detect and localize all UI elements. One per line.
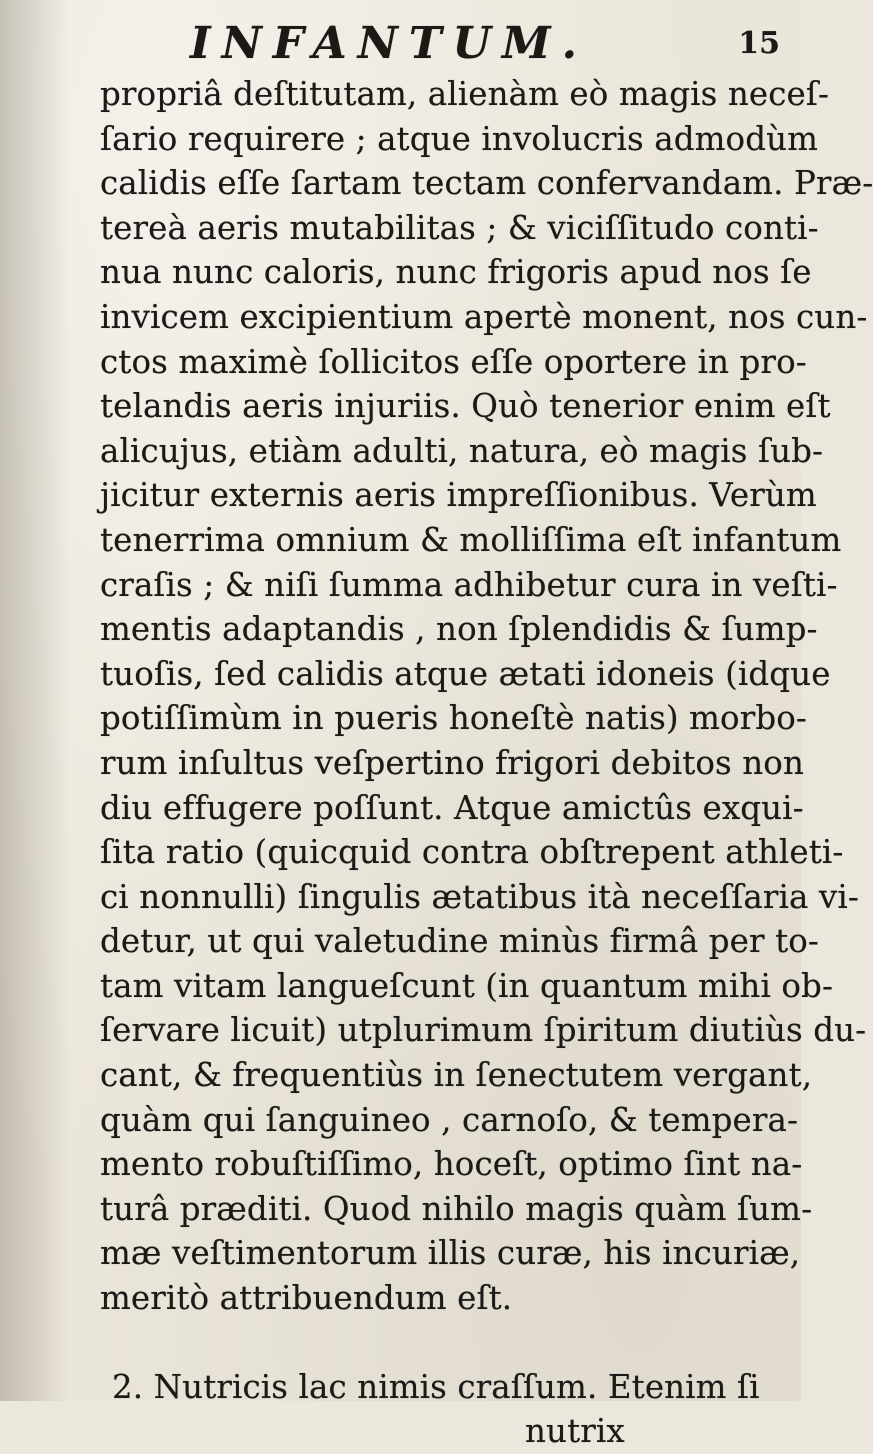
text-line: mæ veſtimentorum illis curæ, his incuriæ, <box>100 1234 801 1273</box>
text-line: tam vitam langueſcunt (in quantum mihi ob- <box>100 966 834 1005</box>
text-line: invicem excipientium apertè monent, nos cun- <box>100 297 868 336</box>
text-line: quàm qui ſanguineo , carnoſo, & tempera- <box>100 1100 799 1139</box>
text-line: ctos maximè ſollicitos eſſe oportere in pro- <box>100 342 807 381</box>
text-line: tuoſis, ſed calidis atque ætati idoneis (idque <box>100 654 831 693</box>
text-line: ci nonnulli) ſingulis ætatibus ità neceſſaria vi- <box>100 877 859 916</box>
text-line: nua nunc caloris, nunc frigoris apud nos ſe <box>100 253 812 292</box>
text-line: tereà aeris mutabilitas ; & viciſſitudo conti- <box>100 208 819 247</box>
text-line: mentis adaptandis , non ſplendidis & ſump- <box>100 610 818 649</box>
main-text <box>100 72 873 1454</box>
paragraph-gap <box>100 1321 780 1365</box>
text-line: turâ præditi. Quod nihilo magis quàm ſum- <box>100 1189 813 1228</box>
text-line: potiſſimùm in pueris honeſtè natis) morbo- <box>100 699 807 738</box>
text-line: alicujus, etiàm adulti, natura, eò magis ſub- <box>100 431 824 470</box>
text-line: craſis ; & niſi ſumma adhibetur cura in veſti- <box>100 565 838 604</box>
text-line: diu effugere poſſunt. Atque amictûs exqui- <box>100 788 804 827</box>
text-line: rum inſultus veſpertino frigori debitos non <box>100 743 804 782</box>
text-line: telandis aeris injuriis. Quò tenerior enim eſt <box>100 387 831 426</box>
page-number: 15 <box>738 26 780 61</box>
text-line: tenerrima omnium & molliſſima eſt infantum <box>100 520 842 559</box>
text-line: cant, & frequentiùs in ſenectutem vergant, <box>100 1056 813 1095</box>
running-title: INFANTUM. <box>190 18 588 69</box>
text-line: ſario requirere ; atque involucris admodùm <box>100 119 819 158</box>
text-line: mento robuſtiſſimo, hoceſt, optimo ſint na- <box>100 1145 803 1184</box>
text-line: meritò attribuendum eſt. <box>100 1279 513 1318</box>
text-line: ſita ratio (quicquid contra obſtrepent athleti- <box>100 833 844 872</box>
text-line: calidis eſſe ſartam tectam confervandam. Præ- <box>100 164 873 203</box>
section-heading-line: 2. Nutricis lac nimis craſſum. Etenim ſi <box>112 1367 760 1406</box>
text-line: detur, ut qui valetudine minùs firmâ per to- <box>100 922 819 961</box>
page-header <box>190 18 780 78</box>
spine-shadow <box>0 0 70 1401</box>
text-line: ſervare licuit) utplurimum ſpiritum diutiùs du- <box>100 1011 867 1050</box>
text-line: propriâ deſtitutam, alienàm eò magis neceſ- <box>100 75 830 113</box>
catchword: nutrix <box>525 1412 625 1451</box>
text-line: jicitur externis aeris impreſſionibus. Verùm <box>100 476 817 515</box>
